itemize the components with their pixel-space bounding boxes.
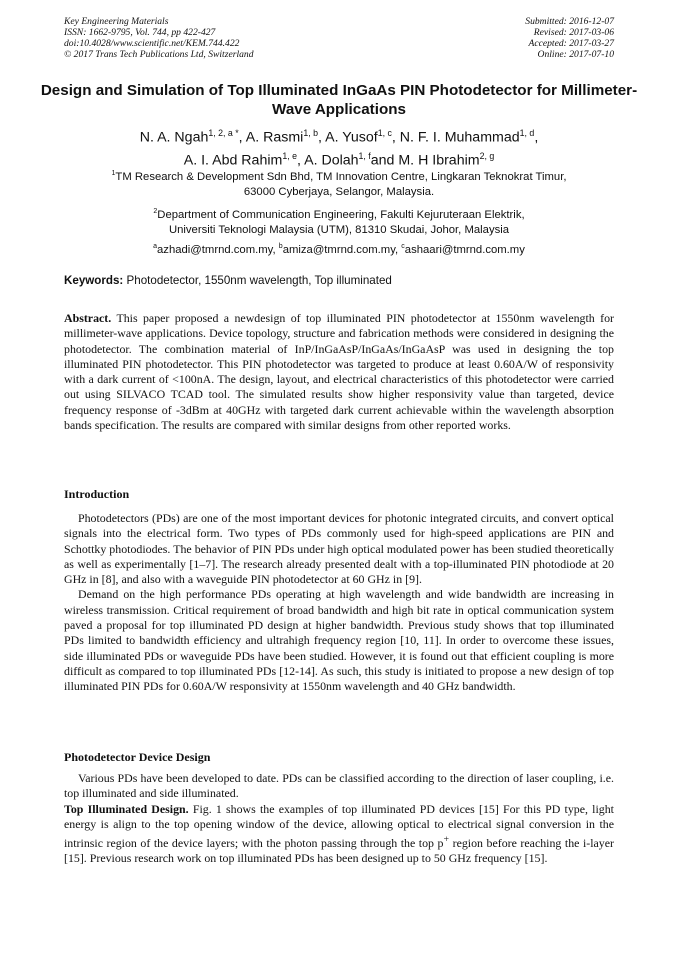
email-mark: a: [153, 243, 158, 250]
author-list: [40, 124, 638, 169]
section-heading-device-design: Photodetector Device Design: [64, 750, 211, 764]
author-name: A. I. Abd Rahim: [183, 152, 283, 169]
affiliation-line: TM Research & Development Sdn Bhd, TM Innovation Centre, Lingkaran Teknokrat Timur,: [115, 170, 567, 183]
journal-doi: doi:10.4028/www.scientific.net/KEM.744.422: [64, 38, 240, 49]
paragraph-text: Fig. 1 shows the examples of top illuminated PD devices [15] For this PD type, light energy is align to the top opening window of the device, allowing optical to electrical signal conversion in the intrinsic region of the device layers; with the photon passing through the top p: [64, 801, 614, 851]
author-name: N. A. Ngah: [139, 129, 209, 146]
author-name: , A. Dolah: [297, 152, 359, 169]
affiliation-line: Department of Communication Engineering, Fakulti Kejuruteraan Elektrik,: [157, 208, 525, 221]
superscript: +: [443, 834, 450, 846]
author-affil-mark: 1, e: [282, 150, 297, 161]
affiliation-1: [40, 166, 638, 200]
author-name: and M. H Ibrahim: [370, 152, 480, 169]
affiliation-mark: 1: [111, 170, 116, 177]
author-separator: ,: [534, 129, 539, 146]
author-affil-mark: 1, c: [377, 128, 392, 138]
paragraph: Photodetectors (PDs) are one of the most important devices for photonic integrated circuits, and convert optical signals into the electrical form. Two types of PDs commonly used for high-speed applications are PIN and Schottky photodiodes. The behavior of PIN PDs under high optical modulated power has been studied theoretically as well as experimentally [1–7]. The research already presented dealt with a top-illuminated PIN photodiode at 20 GHz in [8], and also with a waveguide PIN photodetector at 60 GHz in [9].: [64, 511, 614, 587]
author-affil-mark: 1, b: [303, 128, 319, 138]
email-link[interactable]: ashaari@tmrnd.com.my: [404, 243, 525, 256]
keywords-label: Keywords:: [64, 274, 124, 287]
author-affil-mark: 1, f: [358, 150, 371, 161]
date-submitted: Submitted: 2016-12-07: [525, 16, 614, 27]
keywords: [64, 273, 616, 288]
author-affil-mark: 1, d: [519, 128, 535, 138]
paragraph: [64, 802, 614, 867]
abstract: [64, 311, 614, 433]
device-design-body: [64, 771, 614, 867]
affiliation-2: [40, 204, 638, 238]
affiliation-line: 63000 Cyberjaya, Selangor, Malaysia.: [243, 185, 435, 198]
affiliation-mark: 2: [153, 208, 158, 215]
keywords-text: Photodetector, 1550nm wavelength, Top illuminated: [126, 274, 392, 287]
date-revised: Revised: 2017-03-06: [533, 27, 614, 38]
author-emails: [40, 239, 638, 258]
abstract-text: This paper proposed a newdesign of top illuminated PIN photodetector at 1550nm wavelength for millimeter-wave applications. Device topology, structure and fabrication methods were considered in designing the photodetector. The combination material of InP/InGaAsP/InGaAs/InGaAsP was used in designing the top illuminated PIN photodetector. This PIN photodetector was targeted to produce at least 0.60A/W of responsivity with a dark current of <100nA. The design, layout, and electrical characteristics of this photodetector were carried out using SILVACO TCAD tool. The simulated results show higher responsivity value than targeted, device frequency response of -3dBm at 40GHz with targeted dark current achievable within the wavelength absorption bands specification. The results are compared with similar designs from other reported works.: [64, 311, 615, 433]
author-name: , N. F. I. Muhammad: [391, 129, 520, 146]
subsection-label: Top Illuminated Design.: [64, 801, 189, 816]
journal-copyright: © 2017 Trans Tech Publications Ltd, Switzerland: [64, 49, 254, 60]
email-link[interactable]: azhadi@tmrnd.com.my,: [157, 243, 276, 256]
affiliation-line: Universiti Teknologi Malaysia (UTM), 81310 Skudai, Johor, Malaysia: [168, 223, 510, 236]
paragraph-text: region before reaching the i-layer [15]. Previous research work on top illuminated PDs has been designed up to 50 GHz frequency [15].: [64, 836, 614, 866]
journal-issn: ISSN: 1662-9795, Vol. 744, pp 422-427: [64, 27, 216, 38]
submission-dates: [525, 16, 614, 60]
journal-name: Key Engineering Materials: [64, 16, 169, 27]
paper-title: Design and Simulation of Top Illuminated InGaAs PIN Photodetector for Millimeter-Wave Applications: [40, 82, 638, 118]
section-heading-introduction: Introduction: [64, 487, 130, 501]
author-affil-mark: 1, 2, a *: [208, 128, 239, 138]
date-accepted: Accepted: 2017-03-27: [528, 38, 614, 49]
paragraph: Demand on the high performance PDs operating at high wavelength and wide bandwidth are increasing in wireless transmission. Critical requirement of broad bandwidth and high bit rate in optical communication system paved a proposal for top illuminated PD design at higher bandwidth. Previous study shows that top illuminated PDs limited to bandwidth efficiency and ultrahigh frequency region [10, 11]. In order to overcome these issues, side illuminated PDs or waveguide PDs have been studied. However, it is found out that efficient coupling is more difficult as compared to top illuminated PDs [12-14]. As such, this study is initiated to propose a new design of top illuminated PIN PDs for 0.60A/W responsivity at 1550nm wavelength and 40 GHz bandwidth.: [64, 587, 614, 694]
author-name: , A. Yusof: [318, 129, 378, 146]
introduction-body: [64, 511, 614, 695]
abstract-label: Abstract.: [64, 311, 112, 325]
email-mark: c: [401, 243, 405, 250]
paragraph: Various PDs have been developed to date. PDs can be classified according to the direction of laser coupling, i.e. top illuminated and side illuminated.: [64, 771, 614, 801]
email-link[interactable]: amiza@tmrnd.com.my,: [282, 243, 399, 256]
date-online: Online: 2017-07-10: [537, 49, 614, 60]
email-mark: b: [278, 243, 283, 250]
author-name: , A. Rasmi: [238, 129, 304, 146]
author-affil-mark: 2, g: [479, 150, 495, 161]
journal-header: [64, 16, 254, 60]
